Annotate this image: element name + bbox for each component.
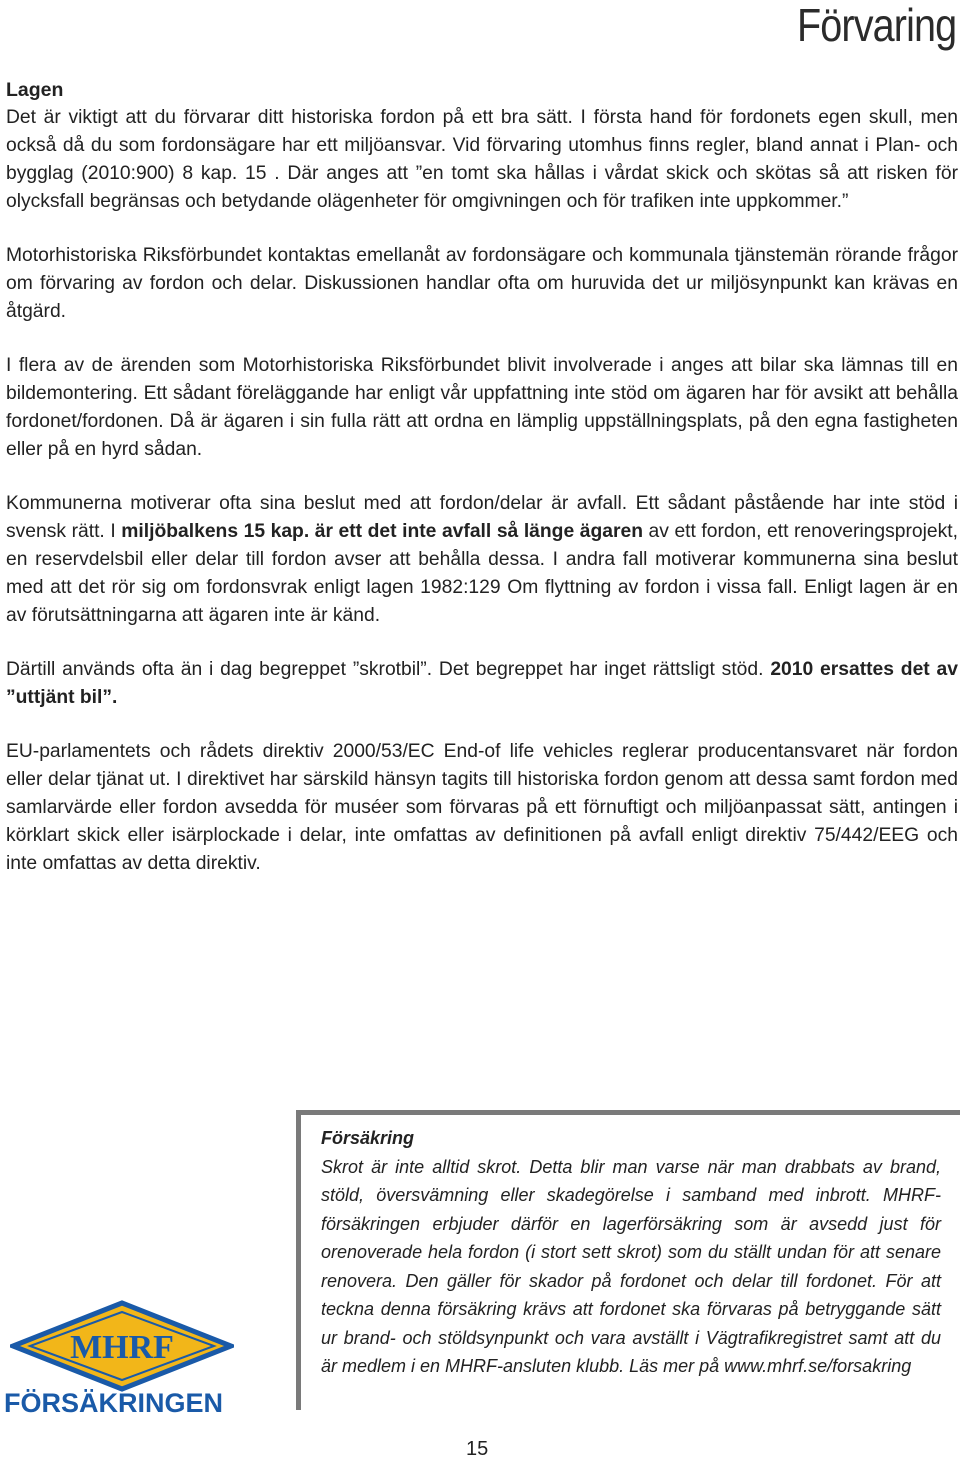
insurance-heading: Försäkring [321, 1128, 415, 1148]
text-emphasis: 2010 ersattes det av ”uttjänt bil”. [6, 659, 958, 708]
page-number: 15 [466, 1438, 489, 1460]
mhrf-logo [4, 1300, 240, 1424]
text-emphasis: miljöbalkens 15 kap. [121, 521, 310, 542]
text-emphasis: är ett det inte avfall så länge ägaren [314, 521, 643, 542]
insurance-body: Skrot är inte alltid skrot. Detta blir man varse när man drabbats av brand, stöld, översvämning eller skadegörelse i samband med inbrott. MHRF-försäkringen erbjuder därför en lagerförsäkring som är avsedd just för orenoverade hela fordon (i stort sett skrot) som du ställt undan för att senare renovera. Den gäller för skador på fordonet och delar till fordonet. För att teckna denna försäkring krävs att fordonet ska förvaras på betryggande sätt ur brand- och stöldsynpunkt och vara avställt i Vägtrafikregistret samt att du är medlem i en MHRF-ansluten klubb. Läs mer på www.mhrf.se/forsakring [321, 1156, 941, 1376]
lagen-paragraph: Det är viktigt att du förvarar ditt historiska fordon på ett bra sätt. I första hand för fordonets egen skull, men också då du som fordonsägare har ett miljöansvar. Vid förvaring utomhus finns regler, bland annat i Plan- och bygglag (2010:900) 8 kap. 15 . Där anges att ”en tomt ska hållas i vårdat skick och skötas så att risken för olycksfall begränsas och betydande olägenheter för omgivningen och för trafiken inte uppkommer.” [6, 107, 958, 212]
insurance-box [321, 1124, 941, 1381]
page-title: Förvaring [796, 0, 956, 51]
section-heading-lagen: Lagen [6, 79, 64, 101]
paragraph-kommunerna [6, 490, 958, 630]
text-run: av ett fordon, ett renoveringsprojekt, en reservdelsbil eller delar till fordon avser att behålla dessa. I andra fall motiverar kommunerna sina beslut med att det rör sig om fordonsvrak enligt lagen 1982:129 Om flyttning av fordon i vissa fall. Enligt lagen är en av förutsättningarna att ägaren inte är känd. [6, 521, 958, 626]
paragraph-riksforbundet: Motorhistoriska Riksförbundet kontaktas emellanåt av fordonsägare och kommunala tjänstemän rörande frågor om förvaring av fordon och delar. Diskussionen handlar ofta om huruvida det ur miljösynpunkt kan krävas en åtgärd. [6, 245, 958, 322]
mhrf-emblem [10, 1300, 234, 1392]
logo-wordmark: MHRF [70, 1329, 174, 1366]
main-content [6, 76, 958, 904]
section-lagen [6, 76, 958, 216]
paragraph-arenden: I flera av de ärenden som Motorhistoriska Riksförbundet blivit involverade i anges att bilar ska lämnas till en bildemontering. Ett sådant föreläggande har enligt vår uppfattning inte stöd om ägaren har för avsikt att behålla fordonet/fordonen. Då är ägaren i sin fulla rätt att ordna en lämplig uppställningsplats, på den egna fastigheten eller på en hyrd sådan. [6, 355, 958, 460]
paragraph-skrotbil [6, 656, 958, 712]
text-run: Kommunerna motiverar ofta sina beslut med att fordon/delar är avfall. Ett sådant påstående har inte stöd i svensk rätt. I [6, 493, 958, 542]
paragraph-eu-direktiv: EU-parlamentets och rådets direktiv 2000/53/EC End-of life vehicles reglerar producentansvaret när fordon eller delar tjänat ut. I direktivet har särskild hänsyn tagits till historiska fordon genom att dessa samt fordon med samlarvärde eller fordon avsedda för muséer som förvaras på ett förnuftigt och miljöanpassat sätt, antingen i körklart skick eller isärplockade i delar, inte omfattas av definitionen på avfall enligt direktiv 75/442/EEG och inte omfattas av detta direktiv. [6, 741, 958, 874]
logo-caption: FÖRSÄKRINGEN [4, 1388, 224, 1418]
text-run: Därtill används ofta än i dag begreppet ”skrotbil”. Det begreppet har inget rättsligt stöd. [6, 659, 771, 680]
